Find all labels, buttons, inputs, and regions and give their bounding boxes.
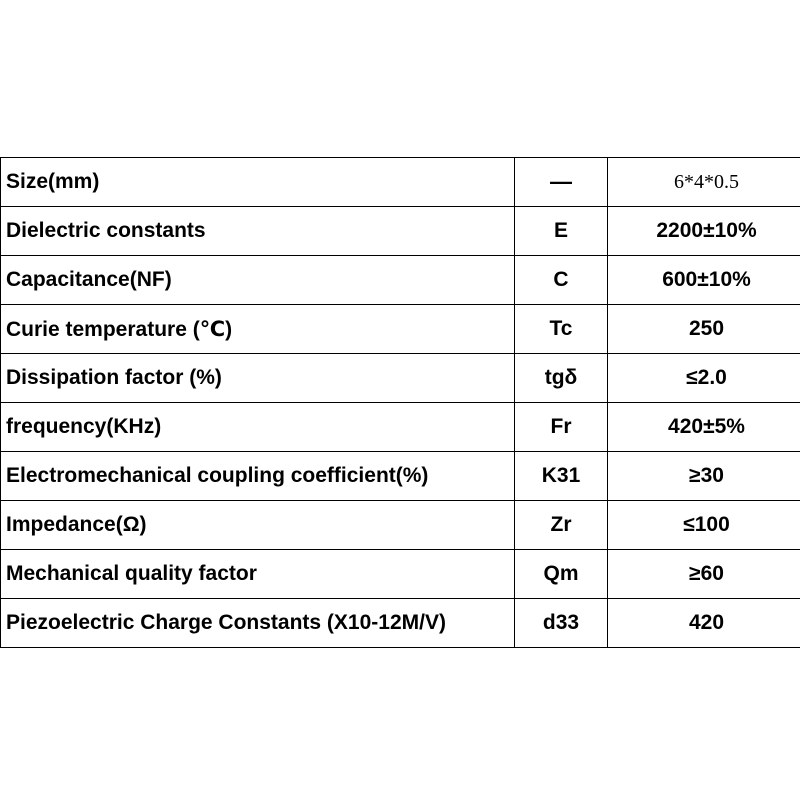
parameter-cell: frequency(KHz) <box>1 403 515 452</box>
symbol-cell: K31 <box>515 452 608 501</box>
value-cell: 250 <box>608 305 800 354</box>
table-row <box>1 207 800 256</box>
parameter-cell: Dielectric constants <box>1 207 515 256</box>
parameter-cell: Electromechanical coupling coefficient(%) <box>1 452 515 501</box>
value-cell: ≥60 <box>608 550 800 599</box>
symbol-cell: Zr <box>515 501 608 550</box>
table-row <box>1 158 800 207</box>
value-cell: 2200±10% <box>608 207 800 256</box>
symbol-cell: Tc <box>515 305 608 354</box>
symbol-cell: Qm <box>515 550 608 599</box>
symbol-cell: Fr <box>515 403 608 452</box>
symbol-cell: E <box>515 207 608 256</box>
table-row <box>1 599 800 648</box>
value-cell: 420 <box>608 599 800 648</box>
parameter-cell: Mechanical quality factor <box>1 550 515 599</box>
parameter-cell: Curie temperature (℃) <box>1 305 515 354</box>
value-cell: ≥30 <box>608 452 800 501</box>
parameter-cell: Dissipation factor (%) <box>1 354 515 403</box>
table-row <box>1 403 800 452</box>
value-cell: 600±10% <box>608 256 800 305</box>
table-row <box>1 354 800 403</box>
specifications-table <box>0 157 800 648</box>
parameter-cell: Capacitance(NF) <box>1 256 515 305</box>
symbol-cell: tgδ <box>515 354 608 403</box>
symbol-cell: C <box>515 256 608 305</box>
symbol-cell: d33 <box>515 599 608 648</box>
value-cell: ≤100 <box>608 501 800 550</box>
table-row <box>1 550 800 599</box>
table-row <box>1 501 800 550</box>
value-cell: 6*4*0.5 <box>608 158 800 207</box>
parameter-cell: Piezoelectric Charge Constants (X10-12M/V) <box>1 599 515 648</box>
parameter-cell: Impedance(Ω) <box>1 501 515 550</box>
value-cell: 420±5% <box>608 403 800 452</box>
table-row <box>1 256 800 305</box>
table-row <box>1 452 800 501</box>
value-cell: ≤2.0 <box>608 354 800 403</box>
table-row <box>1 305 800 354</box>
parameter-cell: Size(mm) <box>1 158 515 207</box>
symbol-cell: — <box>515 158 608 207</box>
